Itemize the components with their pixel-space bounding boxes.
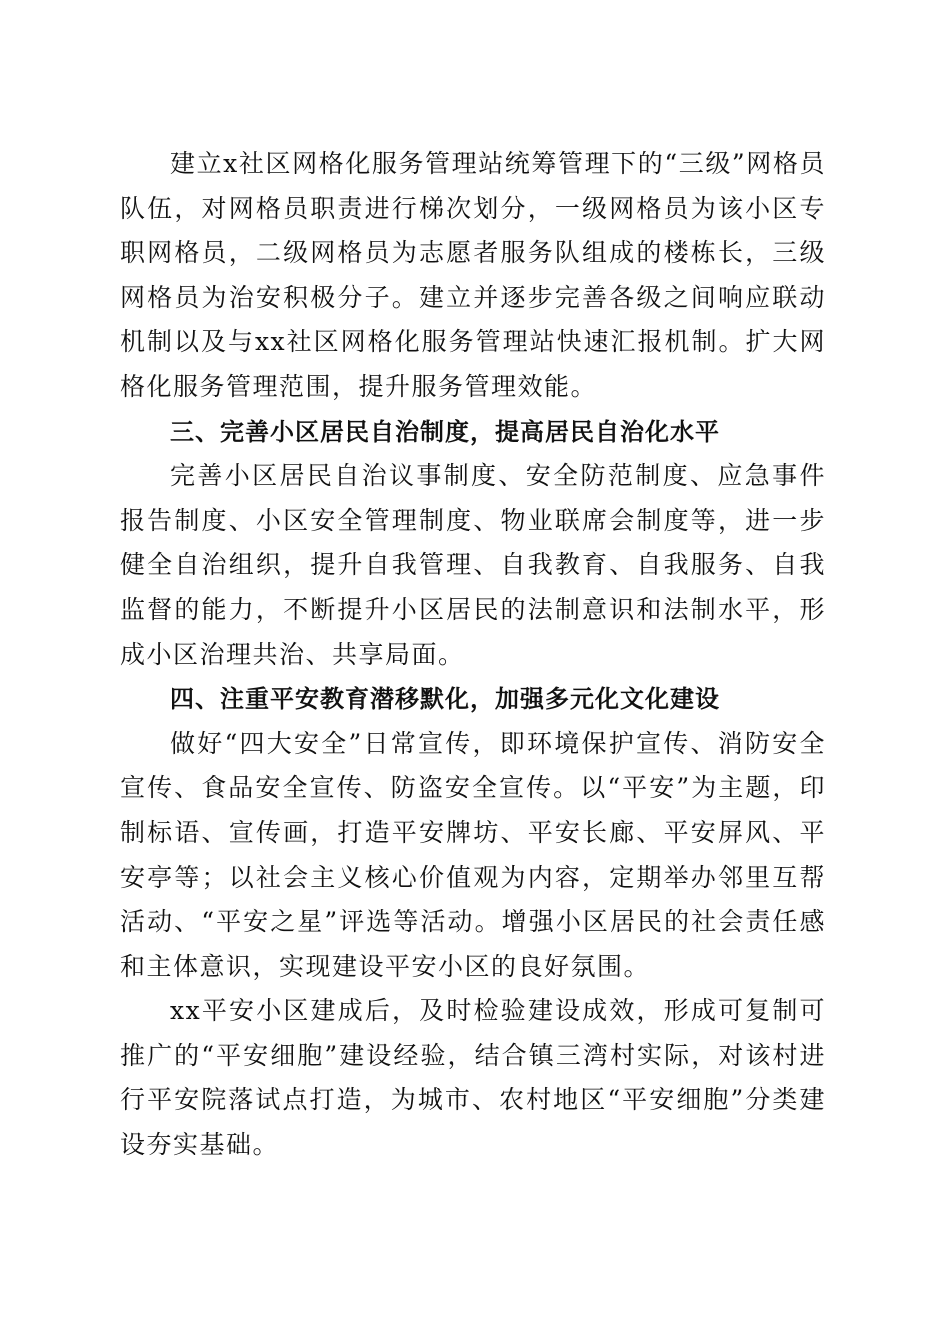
section-heading-three: 三、完善小区居民自治制度，提高居民自治化水平 [170,417,720,446]
paragraph-self-governance: 完善小区居民自治议事制度、安全防范制度、应急事件报告制度、小区安全管理制度、物业联席会制度等，进一步健全自治组织，提升自我管理、自我教育、自我服务、自我监督的能力，不断提升小区居民的法制意识和法制水平，形成小区治理共治、共享局面。 [120,461,826,669]
section-heading-four: 四、注重平安教育潜移默化，加强多元化文化建设 [170,685,720,714]
paragraph-safety-education: 做好“四大安全”日常宣传，即环境保护宣传、消防安全宣传、食品安全宣传、防盗安全宣传。以“平安”为主题，印制标语、宣传画，打造平安牌坊、平安长廊、平安屏风、平安亭等；以社会主义核心价值观为内容，定期举办邻里互帮活动、“平安之星”评选等活动。增强小区居民的社会责任感和主体意识，实现建设平安小区的良好氛围。 [120,728,826,981]
document-body [120,142,826,1168]
paragraph-grid-team: 建立x社区网格化服务管理站统筹管理下的“三级”网格员队伍，对网格员职责进行梯次划分，一级网格员为该小区专职网格员，二级网格员为志愿者服务队组成的楼栋长，三级网格员为治安积极分子。建立并逐步完善各级之间响应联动机制以及与xx社区网格化服务管理站快速汇报机制。扩大网格化服务管理范围，提升服务管理效能。 [120,149,826,401]
paragraph-conclusion: xx平安小区建成后，及时检验建设成效，形成可复制可推广的“平安细胞”建设经验，结合镇三湾村实际，对该村进行平安院落试点打造，为城市、农村地区“平安细胞”分类建设夯实基础。 [120,996,826,1160]
